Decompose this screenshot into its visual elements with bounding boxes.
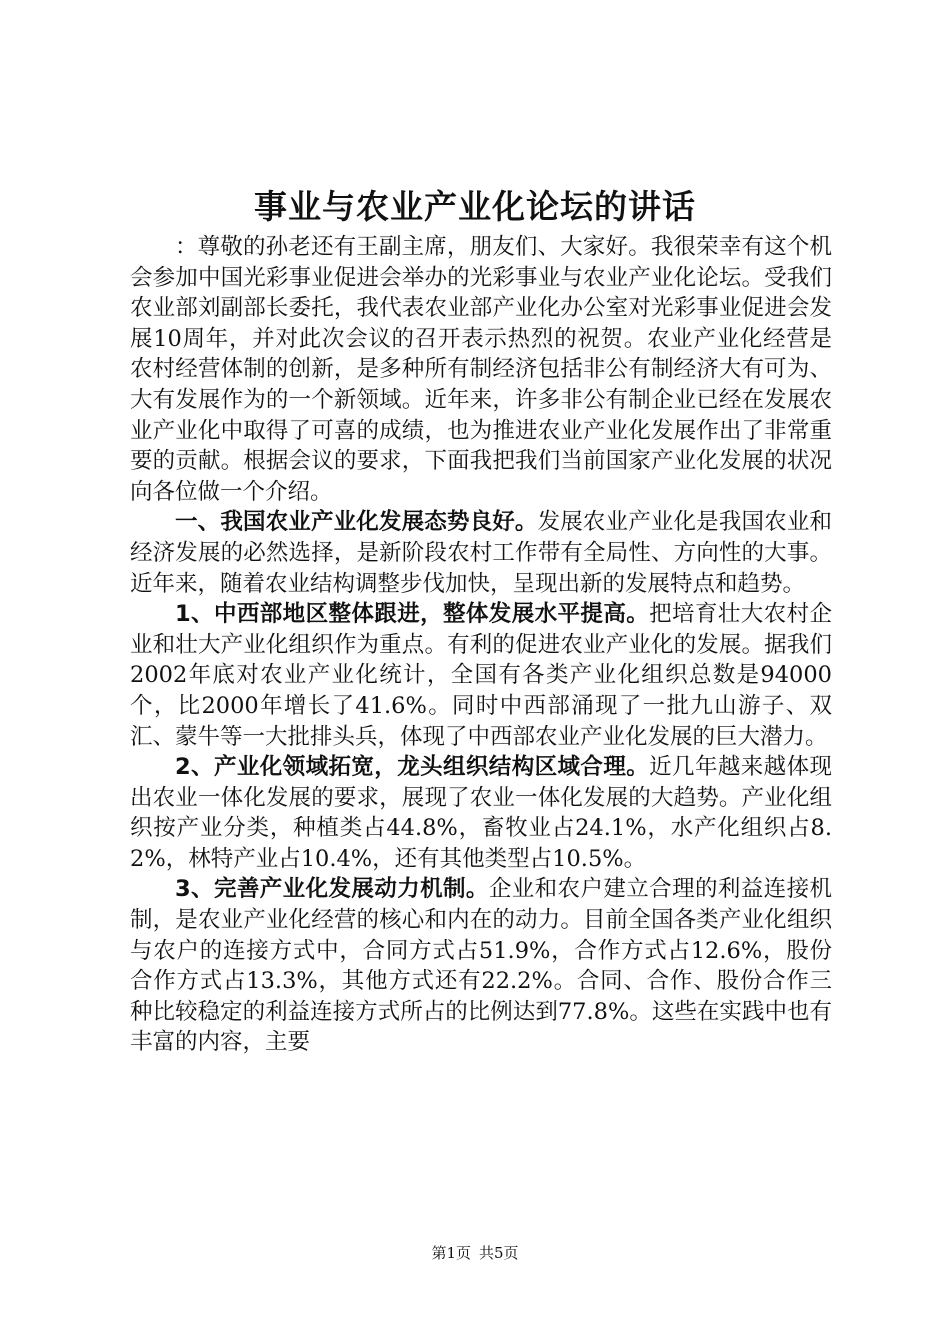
paragraph-lead: 3、完善产业化发展动力机制。: [175, 876, 489, 903]
page-count: 共5页: [479, 1244, 519, 1262]
paragraph-text: 近几年越来越体现出农业一体化发展的要求，展现了农业一体化发展的大趋势。产业化组织按产业分类，种植类占44.8%，畜牧业占24.1%，水产化组织占8.2%，林特产业占10.4%，还有其他类型占10.5%。: [130, 754, 832, 872]
document-title: 事业与农业产业化论坛的讲话: [254, 187, 696, 226]
paragraph-text: ：尊敬的孙老还有王副主席，朋友们、大家好。我很荣幸有这个机会参加中国光彩事业促进会举办的光彩事业与农业产业化论坛。受我们农业部刘副部长委托，我代表农业部产业化办公室对光彩事业促进会发展10周年，并对此次会议的召开表示热烈的祝贺。农业产业化经营是农村经营体制的创新，是多种所有制经济包括非公有制经济大有可为、大有发展作为的一个新领域。近年来，许多非公有制企业已经在发展农业产业化中取得了可喜的成绩，也为推进农业产业化发展作出了非常重要的贡献。根据会议的要求，下面我把我们当前国家产业化发展的状况向各位做一个介绍。: [130, 234, 832, 505]
paragraph-lead: 2、产业化领域拓宽，龙头组织结构区域合理。: [175, 754, 650, 781]
paragraph: [130, 507, 832, 599]
paragraph: [130, 599, 832, 752]
paragraph: [130, 752, 832, 874]
paragraph: [130, 874, 832, 1058]
paragraph-lead: 一、我国农业产业化发展态势良好。: [175, 509, 538, 536]
paragraph: [130, 232, 832, 507]
paragraph-lead: 1、中西部地区整体跟进，整体发展水平提高。: [175, 601, 650, 628]
page-number: 第1页: [431, 1244, 471, 1262]
paragraph-text: 企业和农户建立合理的利益连接机制，是农业产业化经营的核心和内在的动力。目前全国各类产业化组织与农户的连接方式中，合同方式占51.9%，合作方式占12.6%，股份合作方式占13.3%，其他方式还有22.2%。合同、合作、股份合作三种比较稳定的利益连接方式所占的比例达到77.8%。这些在实践中也有丰富的内容，主要: [130, 876, 832, 1056]
document-body: [130, 232, 832, 1058]
paragraph-text: 把培育壮大农村企业和壮大产业化组织作为重点。有利的促进农业产业化的发展。据我们2002年底对农业产业化统计，全国有各类产业化组织总数是94000个，比2000年增长了41.6%。同时中西部涌现了一批九山游子、双汇、蒙牛等一大批排头兵，体现了中西部农业产业化发展的巨大潜力。: [130, 601, 832, 750]
paragraph-text: 发展农业产业化是我国农业和经济发展的必然选择，是新阶段农村工作带有全局性、方向性的大事。近年来，随着农业结构调整步伐加快，呈现出新的发展特点和趋势。: [130, 509, 832, 597]
page-footer: [0, 1243, 950, 1263]
